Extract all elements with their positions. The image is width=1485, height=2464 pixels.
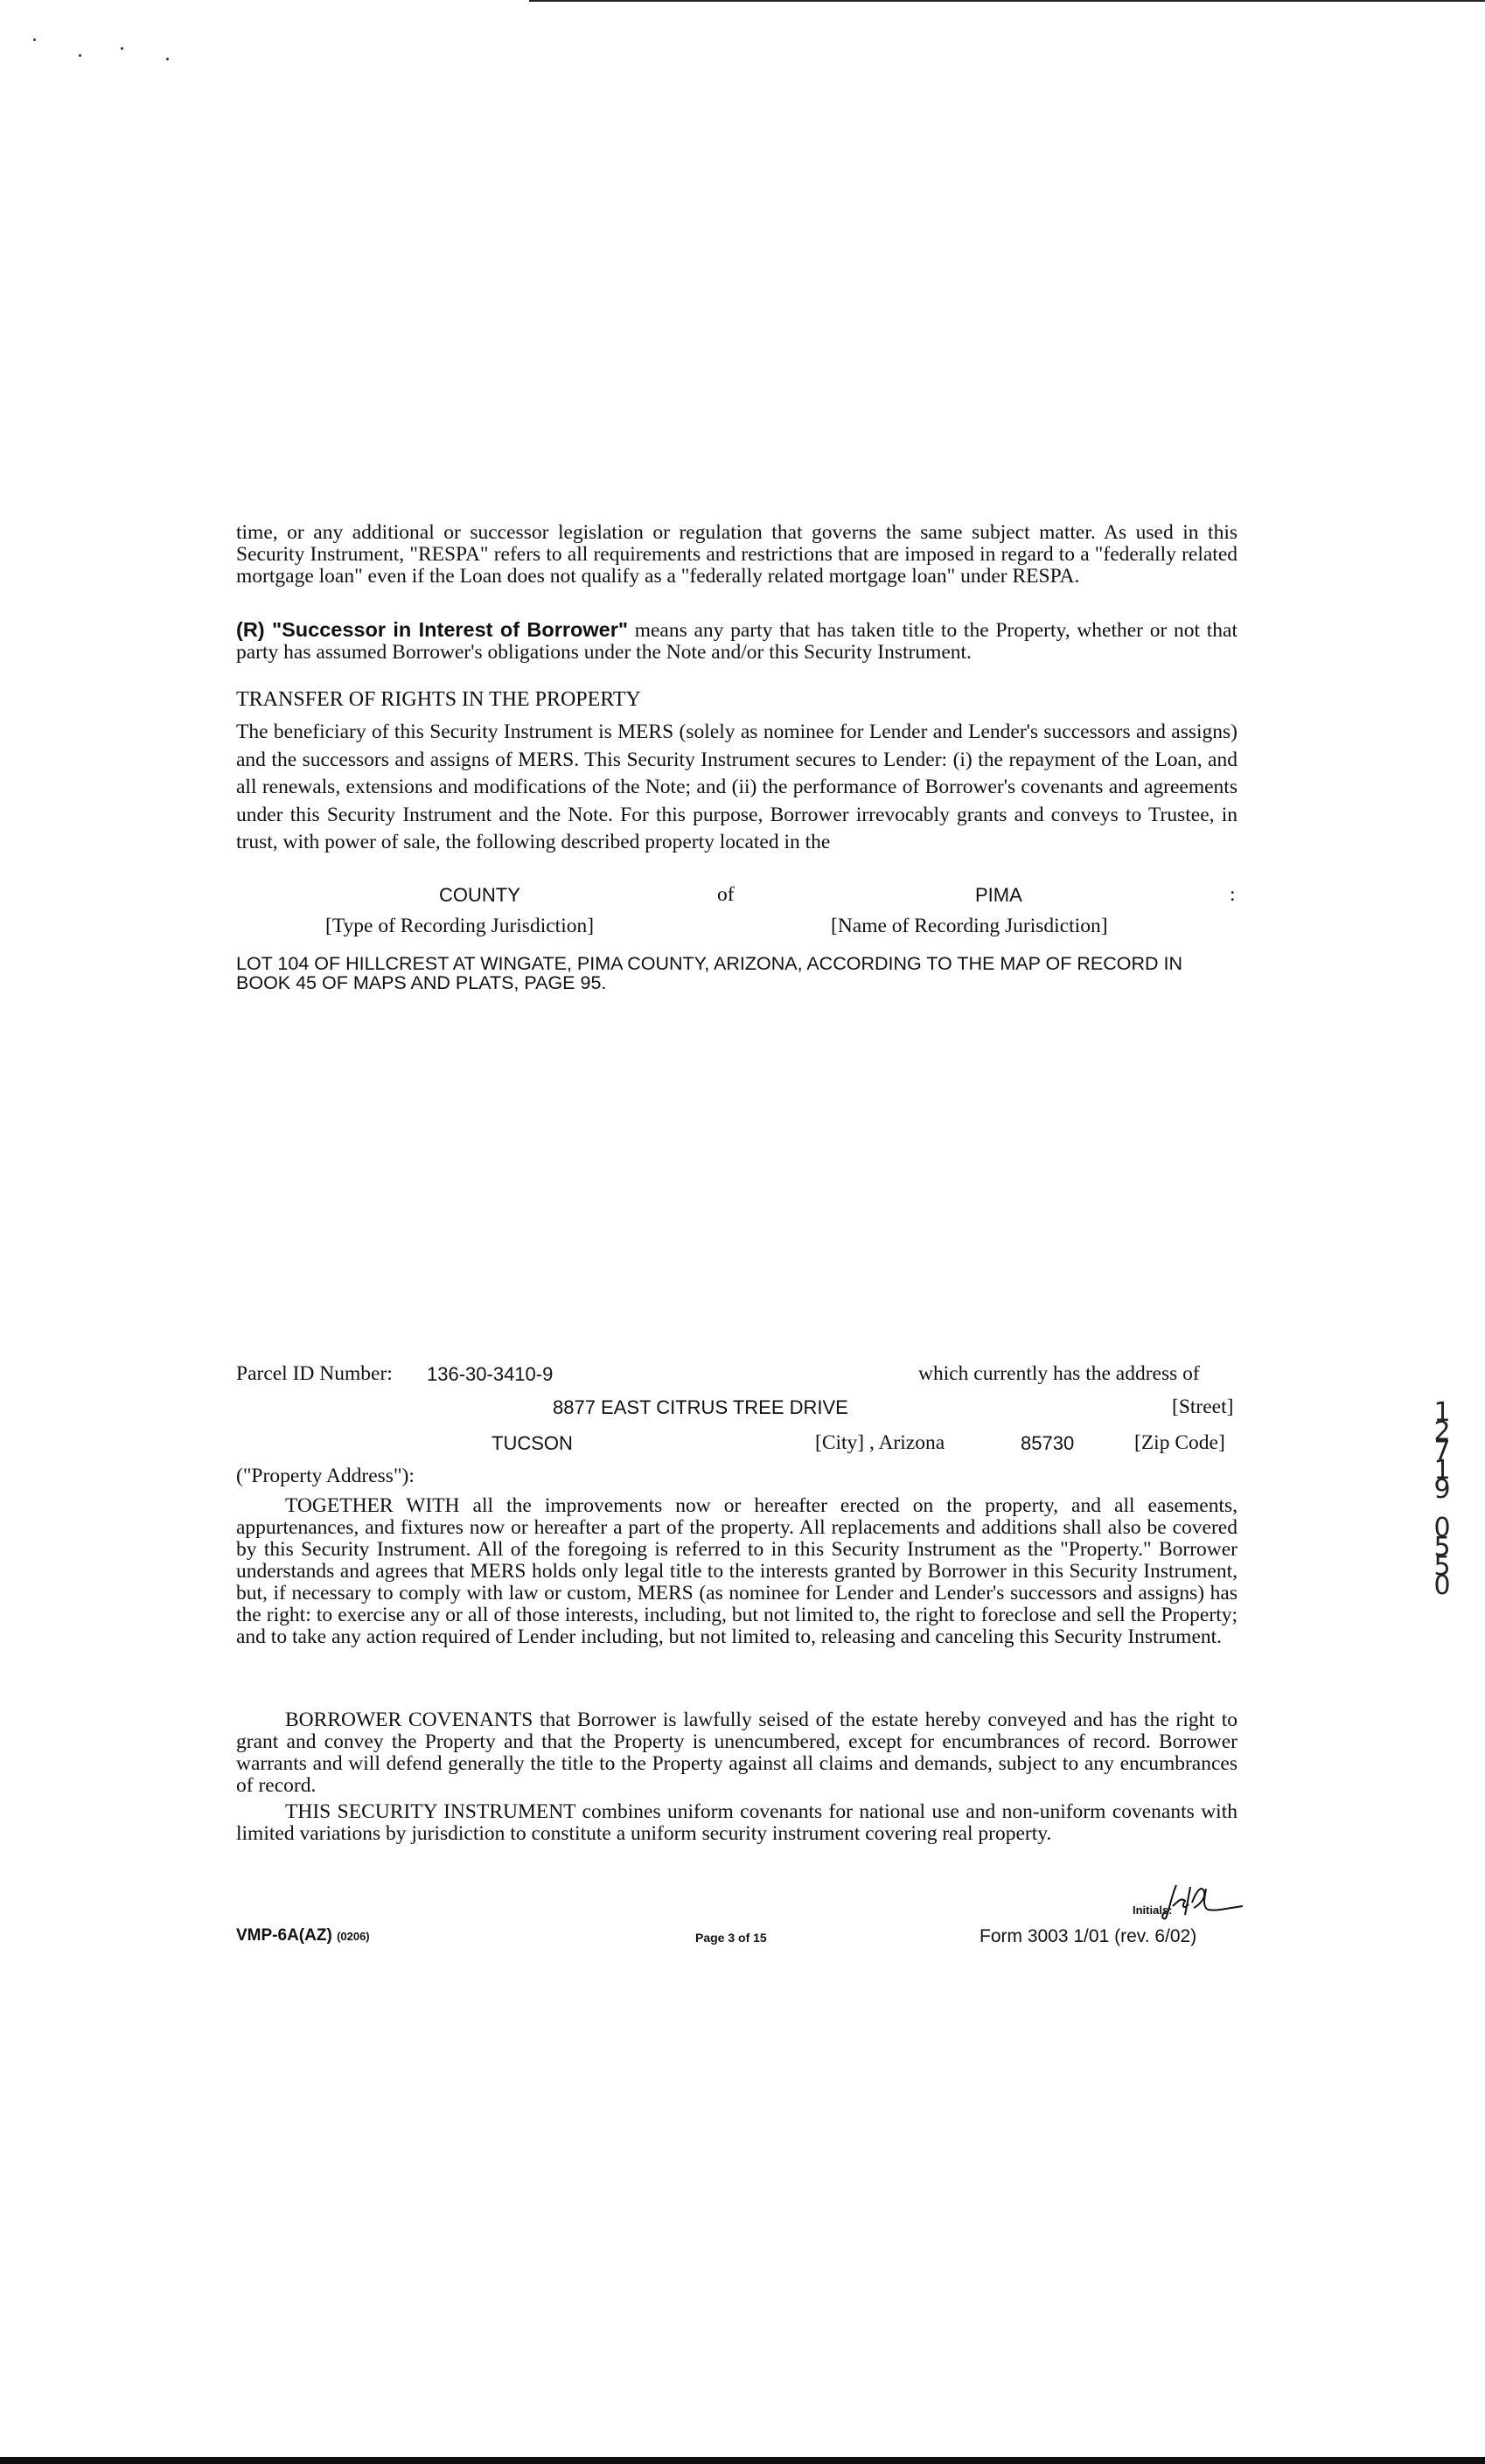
- page-number: Page 3 of 15: [695, 1931, 767, 1945]
- transfer-heading: TRANSFER OF RIGHTS IN THE PROPERTY: [236, 688, 641, 711]
- zip-caption: [Zip Code]: [1134, 1431, 1225, 1454]
- scan-speck: [33, 38, 36, 41]
- scan-speck: [121, 47, 123, 50]
- jurisdiction-name-caption: [Name of Recording Jurisdiction]: [831, 915, 1108, 937]
- form-code-date: (0206): [337, 1930, 370, 1943]
- scan-speck: [79, 54, 81, 57]
- parcel-id-value: 136-30-3410-9: [427, 1363, 554, 1385]
- together-with-paragraph: TOGETHER WITH all the improvements now or hereafter erected on the property, and all easements, appurtenances, and fixtures now or hereafter a part of the property. All replacements and additions shall also be covered by this Security Instrument. All of the foregoing is referred to in this Security Instrument as the "Property." Borrower understands and agrees that MERS holds only legal title to the interests granted by Borrower in this Security Instrument, but, if necessary to comply with law or custom, MERS (as nominee for Lender and Lender's successors and assigns) has the right: to exercise any or all of those interests, including, but not limited to, the right to foreclose and sell the Property; and to take any action required of Lender including, but not limited to, releasing and canceling this Security Instrument.: [236, 1494, 1238, 1648]
- form-code-text: VMP-6A(AZ): [236, 1926, 332, 1945]
- parcel-id-label: Parcel ID Number:: [236, 1362, 393, 1385]
- form-number: Form 3003 1/01 (rev. 6/02): [980, 1926, 1197, 1946]
- recording-stamp: 1 2 7 1 9 0 5 5 0: [1433, 1397, 1451, 1601]
- zip-value: 85730: [1021, 1432, 1075, 1454]
- bottom-edge-line: [0, 2457, 1485, 2464]
- city-value: TUCSON: [492, 1432, 573, 1454]
- transfer-paragraph: The beneficiary of this Security Instrument is MERS (solely as nominee for Lender and Lender's successors and assigns) and the successors and assigns of MERS. This Security Instrument secures to Lender: (i) the repayment of the Loan, and all renewals, extensions and modifications of the Note; and (ii) the performance of Borrower's covenants and agreements under this Security Instrument and the Note. For this purpose, Borrower irrevocably grants and conveys to Trustee, in trust, with power of sale, the following described property located in the: [236, 720, 1238, 853]
- legal-description: LOT 104 OF HILLCREST AT WINGATE, PIMA COUNTY, ARIZONA, ACCORDING TO THE MAP OF RECORD IN BOOK 45 OF MAPS AND PLATS, PAGE 95.: [236, 953, 1182, 993]
- initials-signature: [1159, 1880, 1246, 1925]
- borrower-covenants-paragraph: BORROWER COVENANTS that Borrower is lawfully seised of the estate hereby conveyed and has the right to grant and convey the Property and that the Property is unencumbered, except for encumbrances of record. Borrower warrants and will defend generally the title to the Property against all claims and demands, subject to any encumbrances of record.: [236, 1709, 1238, 1797]
- property-address-label: ("Property Address"):: [236, 1465, 415, 1487]
- street-value: 8877 EAST CITRUS TREE DRIVE: [553, 1396, 848, 1418]
- jurisdiction-type-value: COUNTY: [439, 884, 520, 906]
- form-code: [236, 1926, 370, 1945]
- successor-definition-text: means any party that has taken title to the Property, whether or not that party has assumed Borrower's obligations under the Note and/or this Security Instrument.: [236, 619, 1238, 664]
- jurisdiction-colon: :: [1230, 883, 1236, 906]
- respa-continued-paragraph: time, or any additional or successor legislation or regulation that governs the same subject matter. As used in this Security Instrument, "RESPA" refers to all requirements and restrictions that are imposed in regard to a "federally related mortgage loan" even if the Loan does not qualify as a "federally related mortgage loan" under RESPA.: [236, 521, 1238, 588]
- top-edge-line: [529, 0, 1485, 2]
- jurisdiction-name-value: PIMA: [975, 884, 1022, 906]
- address-lead-text: which currently has the address of: [918, 1362, 1200, 1385]
- city-state-caption: [City] , Arizona: [815, 1431, 945, 1454]
- uniform-instrument-paragraph: THIS SECURITY INSTRUMENT combines uniform covenants for national use and non-uniform covenants with limited variations by jurisdiction to constitute a uniform security instrument covering real property.: [236, 1800, 1238, 1845]
- street-caption: [Street]: [1172, 1396, 1234, 1418]
- successor-definition: [236, 619, 1238, 664]
- initials-label: Initials:: [1133, 1904, 1173, 1917]
- jurisdiction-type-caption: [Type of Recording Jurisdiction]: [325, 915, 595, 937]
- scan-speck: [166, 58, 169, 60]
- successor-term: (R) "Successor in Interest of Borrower": [236, 618, 629, 641]
- jurisdiction-of: of: [717, 883, 735, 906]
